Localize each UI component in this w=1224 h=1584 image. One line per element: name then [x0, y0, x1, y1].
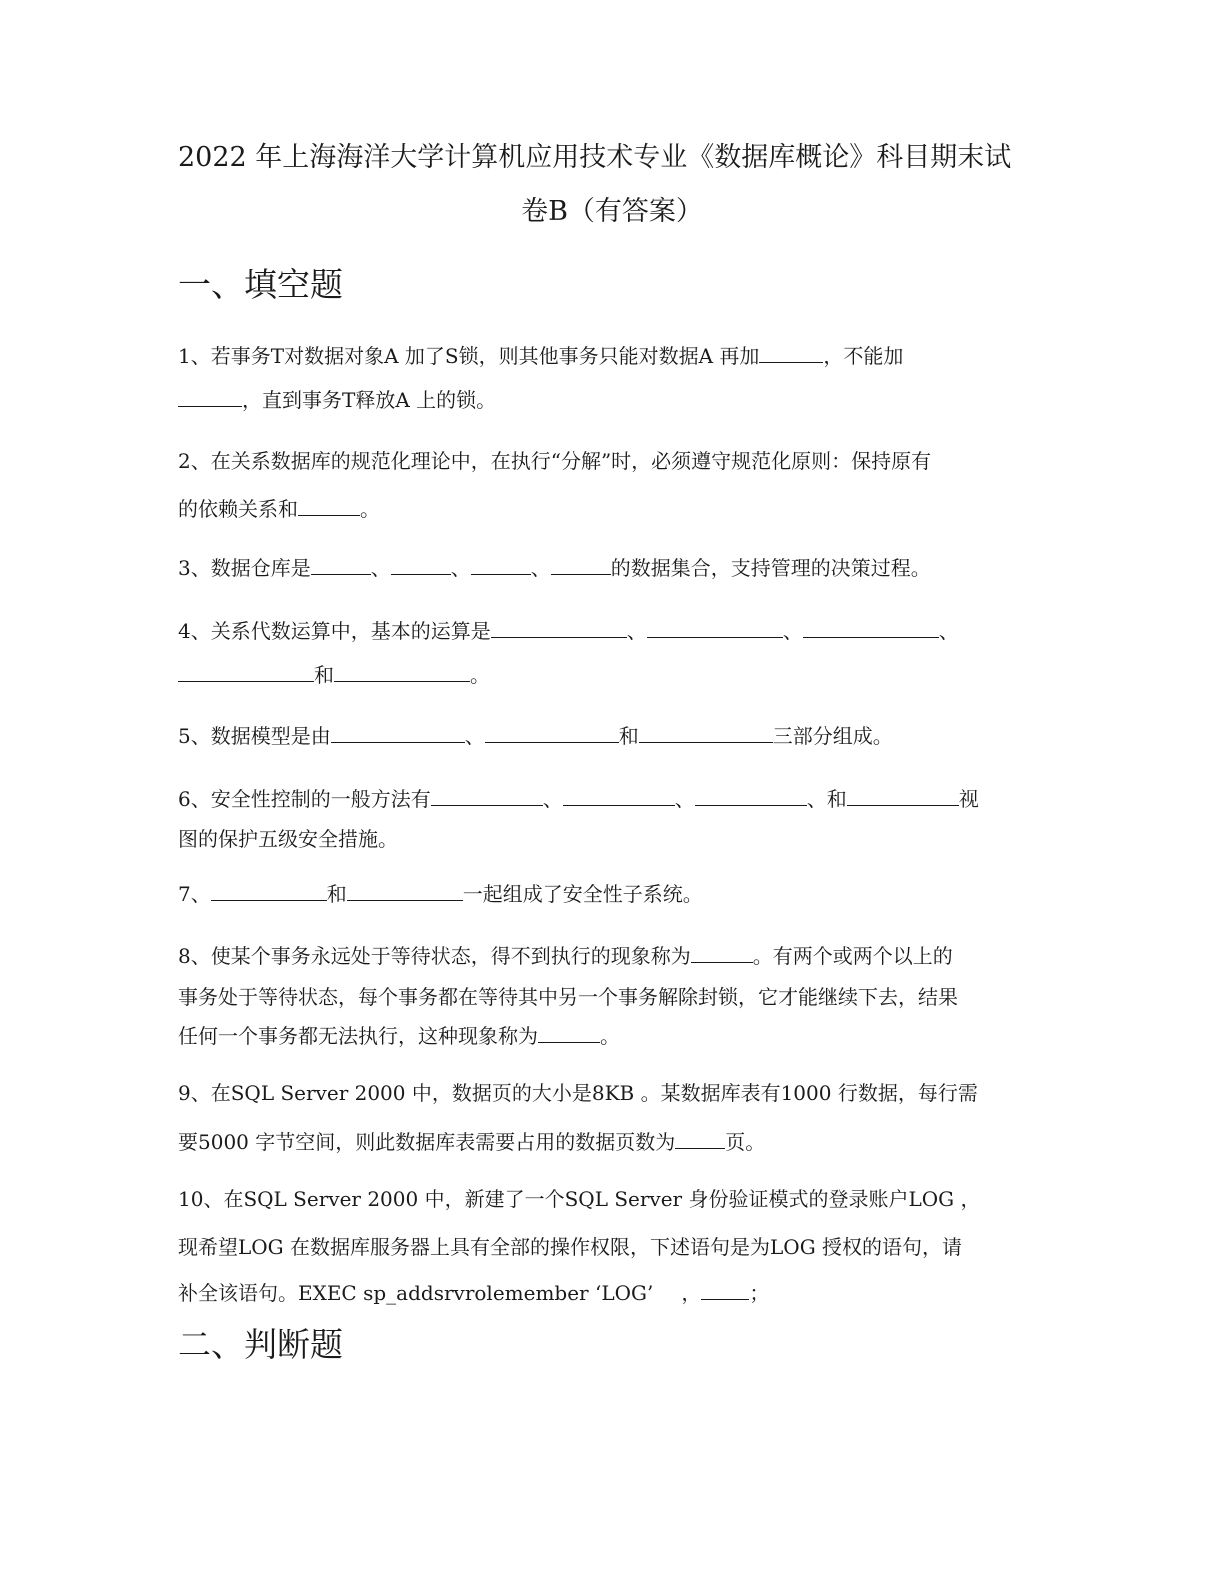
question-10-line-2: 现希望LOG 在数据库服务器上具有全部的操作权限，下述语句是为LOG 授权的语句，请 — [178, 1235, 963, 1259]
answer-blank — [431, 785, 543, 806]
answer-blank — [211, 880, 327, 901]
exam-title-line-2: 卷B（有答案） — [521, 196, 703, 227]
answer-blank — [695, 785, 807, 806]
answer-blank — [803, 617, 939, 638]
answer-blank — [675, 1128, 725, 1149]
answer-blank — [347, 880, 463, 901]
answer-blank — [331, 722, 465, 743]
question-6-line-1: 6、安全性控制的一般方法有 、 、 、和 视 — [178, 787, 979, 811]
answer-blank — [298, 495, 360, 516]
question-2-line-1: 2、在关系数据库的规范化理论中，在执行“分解”时，必须遵守规范化原则：保持原有 — [178, 449, 932, 473]
question-10-line-1: 10、在SQL Server 2000 中，新建了一个SQL Server 身份验证模式的登录账户LOG ， — [178, 1187, 981, 1211]
answer-blank — [178, 661, 314, 682]
answer-blank — [647, 617, 783, 638]
question-9-line-1: 9、在SQL Server 2000 中，数据页的大小是8KB 。某数据库表有1000 行数据，每行需 — [178, 1081, 978, 1105]
question-8-line-2: 事务处于等待状态，每个事务都在等待其中另一个事务解除封锁，它才能继续下去，结果 — [178, 985, 958, 1009]
question-1-line-1: 1、若事务T对数据对象A 加了S锁，则其他事务只能对数据A 再加 ，不能加 — [178, 344, 904, 368]
exam-title-line-1: 2022 年上海海洋大学计算机应用技术专业《数据库概论》科目期末试 — [178, 142, 1012, 173]
answer-blank — [334, 661, 470, 682]
question-1-line-2: ，直到事务T释放A 上的锁。 — [178, 386, 496, 413]
answer-blank — [538, 1022, 600, 1043]
answer-blank — [178, 386, 242, 407]
question-6-line-2: 图的保护五级安全措施。 — [178, 827, 398, 851]
question-8-line-3: 任何一个事务都无法执行，这种现象称为 。 — [178, 1024, 620, 1048]
answer-blank — [563, 785, 675, 806]
answer-blank — [471, 554, 531, 575]
answer-blank — [485, 722, 619, 743]
question-7: 7、 和 一起组成了安全性子系统。 — [178, 882, 703, 906]
question-4-line-1: 4、关系代数运算中，基本的运算是 、 、 、 — [178, 619, 959, 643]
section-heading-fill-in: 一、填空题 — [178, 265, 343, 304]
question-4-line-2: 和 。 — [178, 661, 490, 688]
answer-blank — [391, 554, 451, 575]
question-3: 3、数据仓库是 、 、 、 的数据集合，支持管理的决策过程。 — [178, 556, 931, 580]
answer-blank — [491, 617, 627, 638]
question-5: 5、数据模型是由 、 和 三部分组成。 — [178, 724, 893, 748]
question-9-line-2: 要5000 字节空间，则此数据库表需要占用的数据页数为 页。 — [178, 1130, 766, 1154]
answer-blank — [551, 554, 611, 575]
question-10-line-3: 补全该语句。EXEC sp_addsrvrolemember ‘LOG’ ， ； — [178, 1281, 770, 1305]
section-heading-true-false: 二、判断题 — [178, 1325, 343, 1364]
answer-blank — [847, 785, 959, 806]
question-2-line-2: 的依赖关系和 。 — [178, 497, 380, 521]
answer-blank — [759, 342, 823, 363]
answer-blank — [311, 554, 371, 575]
question-8-line-1: 8、使某个事务永远处于等待状态，得不到执行的现象称为 。有两个或两个以上的 — [178, 944, 953, 968]
answer-blank — [639, 722, 773, 743]
answer-blank — [701, 1279, 749, 1300]
answer-blank — [691, 942, 753, 963]
